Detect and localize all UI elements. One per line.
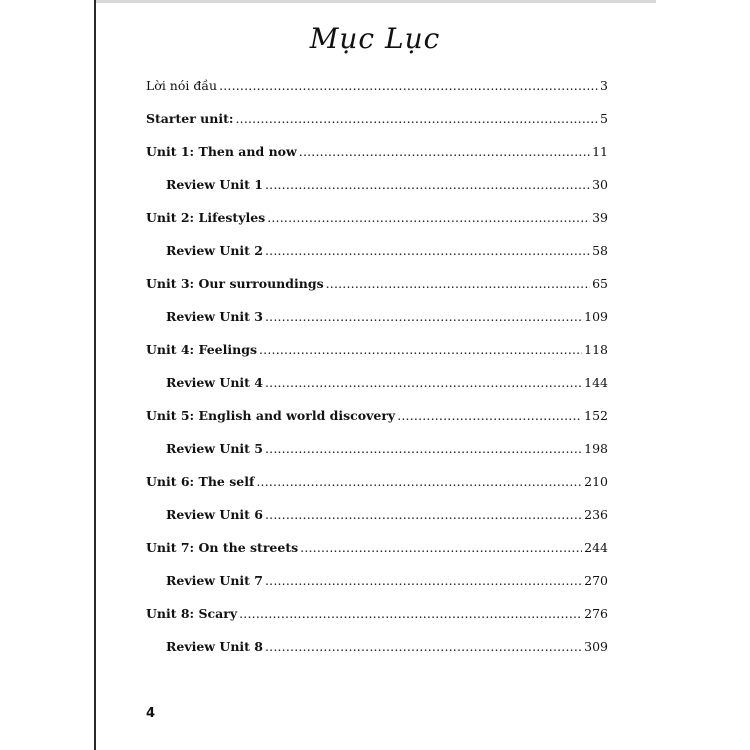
toc-entry-page: 118 xyxy=(584,342,608,357)
toc-unit-entry xyxy=(146,78,608,98)
toc-entry-page: 198 xyxy=(584,441,608,456)
dot-leader xyxy=(265,573,582,588)
toc-unit-entry xyxy=(146,408,608,428)
dot-leader xyxy=(265,375,582,390)
toc-entry-page: 309 xyxy=(584,639,608,654)
toc-entry-label: Unit 1: Then and now xyxy=(146,144,297,159)
toc-entry-label: Review Unit 7 xyxy=(166,573,263,588)
dot-leader xyxy=(300,540,582,555)
toc-review-entry xyxy=(166,639,608,659)
dot-leader xyxy=(265,441,582,456)
dot-leader xyxy=(265,309,582,324)
toc-unit-entry xyxy=(146,540,608,560)
toc-entry-page: 276 xyxy=(584,606,608,621)
toc-entry-page: 30 xyxy=(592,177,608,192)
toc-entry-label: Review Unit 6 xyxy=(166,507,263,522)
toc-entry-label: Review Unit 3 xyxy=(166,309,263,324)
toc-review-entry xyxy=(166,177,608,197)
toc-entry-label: Unit 3: Our surroundings xyxy=(146,276,324,291)
toc-unit-entry xyxy=(146,342,608,362)
toc-entry-label: Unit 8: Scary xyxy=(146,606,238,621)
dot-leader xyxy=(265,507,582,522)
toc-entry-page: 236 xyxy=(584,507,608,522)
toc-review-entry xyxy=(166,375,608,395)
toc-entry-page: 58 xyxy=(592,243,608,258)
toc-entry-page: 144 xyxy=(584,375,608,390)
dot-leader xyxy=(267,210,590,225)
toc-entry-page: 109 xyxy=(584,309,608,324)
toc-entry-label: Review Unit 1 xyxy=(166,177,263,192)
toc-review-entry xyxy=(166,243,608,263)
dot-leader xyxy=(326,276,590,291)
toc-review-entry xyxy=(166,309,608,329)
toc-entry-label: Lời nói đầu xyxy=(146,78,218,93)
dot-leader xyxy=(299,144,590,159)
toc-unit-entry xyxy=(146,276,608,296)
toc-unit-entry xyxy=(146,474,608,494)
toc-entry-label: Unit 6: The self xyxy=(146,474,255,489)
toc-entry-label: Unit 2: Lifestyles xyxy=(146,210,266,225)
toc-review-entry xyxy=(166,573,608,593)
toc-entry-label: Unit 7: On the streets xyxy=(146,540,299,555)
dot-leader xyxy=(265,243,590,258)
toc-entry-label: Unit 5: English and world discovery xyxy=(146,408,396,423)
dot-leader xyxy=(256,474,582,489)
dot-leader xyxy=(397,408,582,423)
page-left-edge xyxy=(94,0,96,750)
toc-entry-page: 210 xyxy=(584,474,608,489)
toc-unit-entry xyxy=(146,144,608,164)
toc-review-entry xyxy=(166,441,608,461)
toc-entry-label: Starter unit: xyxy=(146,111,234,126)
toc-entry-page: 270 xyxy=(584,573,608,588)
page-number: 4 xyxy=(146,706,156,721)
toc-unit-entry xyxy=(146,111,608,131)
toc-entry-label: Review Unit 8 xyxy=(166,639,263,654)
toc-unit-entry xyxy=(146,210,608,230)
toc-entry-page: 11 xyxy=(592,144,608,159)
toc-entry-label: Unit 4: Feelings xyxy=(146,342,257,357)
toc-entry-page: 5 xyxy=(600,111,608,126)
dot-leader xyxy=(239,606,582,621)
toc-entry-label: Review Unit 4 xyxy=(166,375,263,390)
dot-leader xyxy=(265,639,582,654)
toc-entry-label: Review Unit 2 xyxy=(166,243,263,258)
dot-leader xyxy=(235,111,598,126)
top-border xyxy=(96,0,656,3)
toc-entry-page: 65 xyxy=(592,276,608,291)
toc-entry-label: Review Unit 5 xyxy=(166,441,263,456)
toc-review-entry xyxy=(166,507,608,527)
toc-entry-page: 152 xyxy=(584,408,608,423)
toc-entry-page: 3 xyxy=(600,78,608,93)
page-title: Mục Lục xyxy=(309,22,441,55)
dot-leader xyxy=(265,177,590,192)
dot-leader xyxy=(219,78,598,93)
toc-entry-page: 244 xyxy=(584,540,608,555)
toc-unit-entry xyxy=(146,606,608,626)
dot-leader xyxy=(259,342,582,357)
toc-entry-page: 39 xyxy=(592,210,608,225)
